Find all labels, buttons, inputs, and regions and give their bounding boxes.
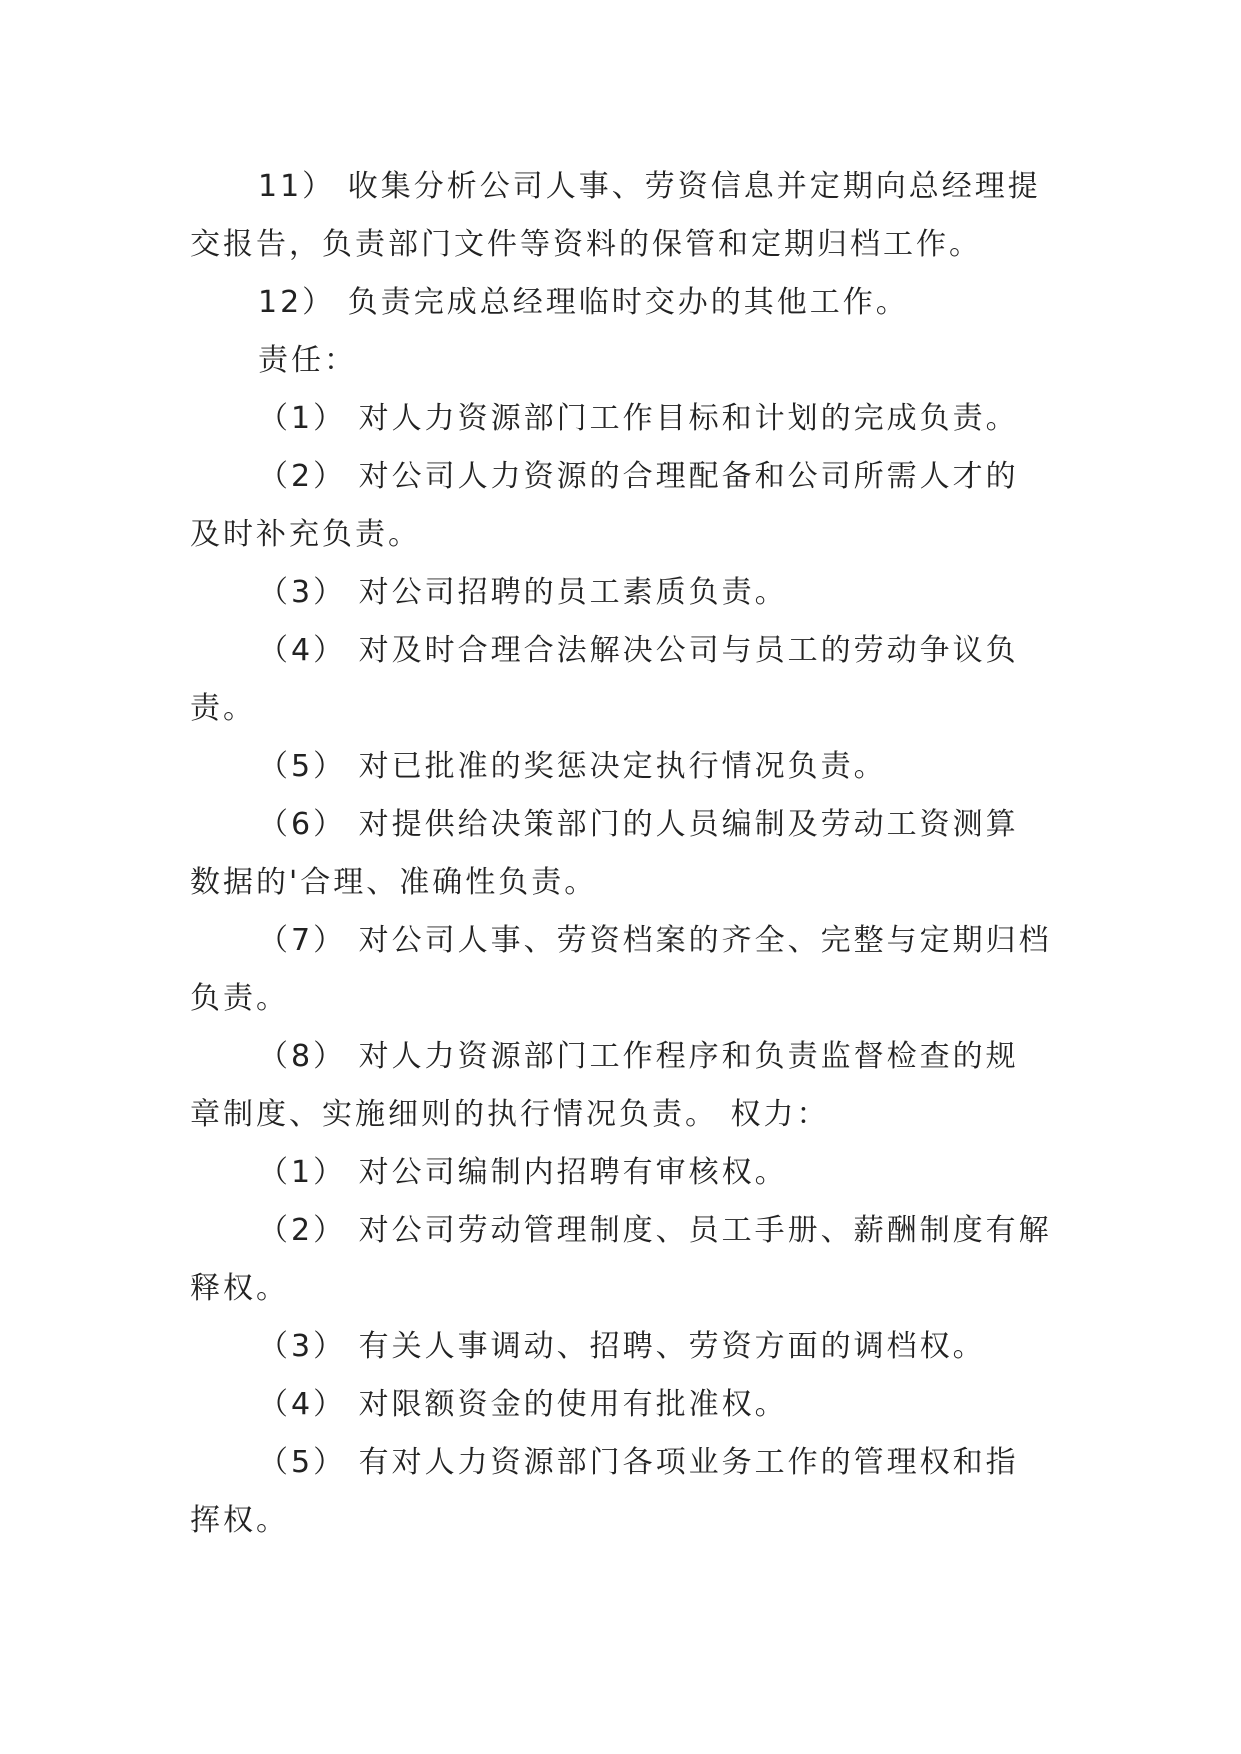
paragraph-line: 及时补充负责。	[190, 517, 421, 552]
paragraph-line: （4） 对限额资金的使用有批准权。	[258, 1387, 788, 1422]
paragraph-line: 责。	[190, 691, 256, 726]
paragraph-line: （8） 对人力资源部门工作程序和负责监督检查的规	[258, 1039, 1019, 1074]
paragraph-line: 11） 收集分析公司人事、劳资信息并定期向总经理提	[258, 169, 1041, 204]
paragraph-line: 负责。	[190, 981, 289, 1016]
paragraph-line: （1） 对人力资源部门工作目标和计划的完成负责。	[258, 401, 1019, 436]
section-heading: 责任：	[258, 343, 357, 378]
paragraph-line: （1） 对公司编制内招聘有审核权。	[258, 1155, 788, 1190]
paragraph-line: 数据的'合理、准确性负责。	[190, 865, 598, 900]
paragraph-line: （5） 对已批准的奖惩决定执行情况负责。	[258, 749, 887, 784]
paragraph-line: 释权。	[190, 1271, 289, 1306]
paragraph-line: 交报告，负责部门文件等资料的保管和定期归档工作。	[190, 227, 982, 262]
paragraph-line: （3） 对公司招聘的员工素质负责。	[258, 575, 788, 610]
paragraph-line: （7） 对公司人事、劳资档案的齐全、完整与定期归档	[258, 923, 1052, 958]
document-body	[190, 158, 1050, 1550]
paragraph-line: （5） 有对人力资源部门各项业务工作的管理权和指	[258, 1445, 1019, 1480]
paragraph-line: 章制度、实施细则的执行情况负责。 权力：	[190, 1097, 830, 1132]
paragraph-line: 12） 负责完成总经理临时交办的其他工作。	[258, 285, 909, 320]
paragraph-line: （6） 对提供给决策部门的人员编制及劳动工资测算	[258, 807, 1019, 842]
paragraph-line: （4） 对及时合理合法解决公司与员工的劳动争议负	[258, 633, 1019, 668]
paragraph-line: 挥权。	[190, 1503, 289, 1538]
paragraph-line: （3） 有关人事调动、招聘、劳资方面的调档权。	[258, 1329, 986, 1364]
paragraph-line: （2） 对公司人力资源的合理配备和公司所需人才的	[258, 459, 1019, 494]
paragraph-line: （2） 对公司劳动管理制度、员工手册、薪酬制度有解	[258, 1213, 1052, 1248]
